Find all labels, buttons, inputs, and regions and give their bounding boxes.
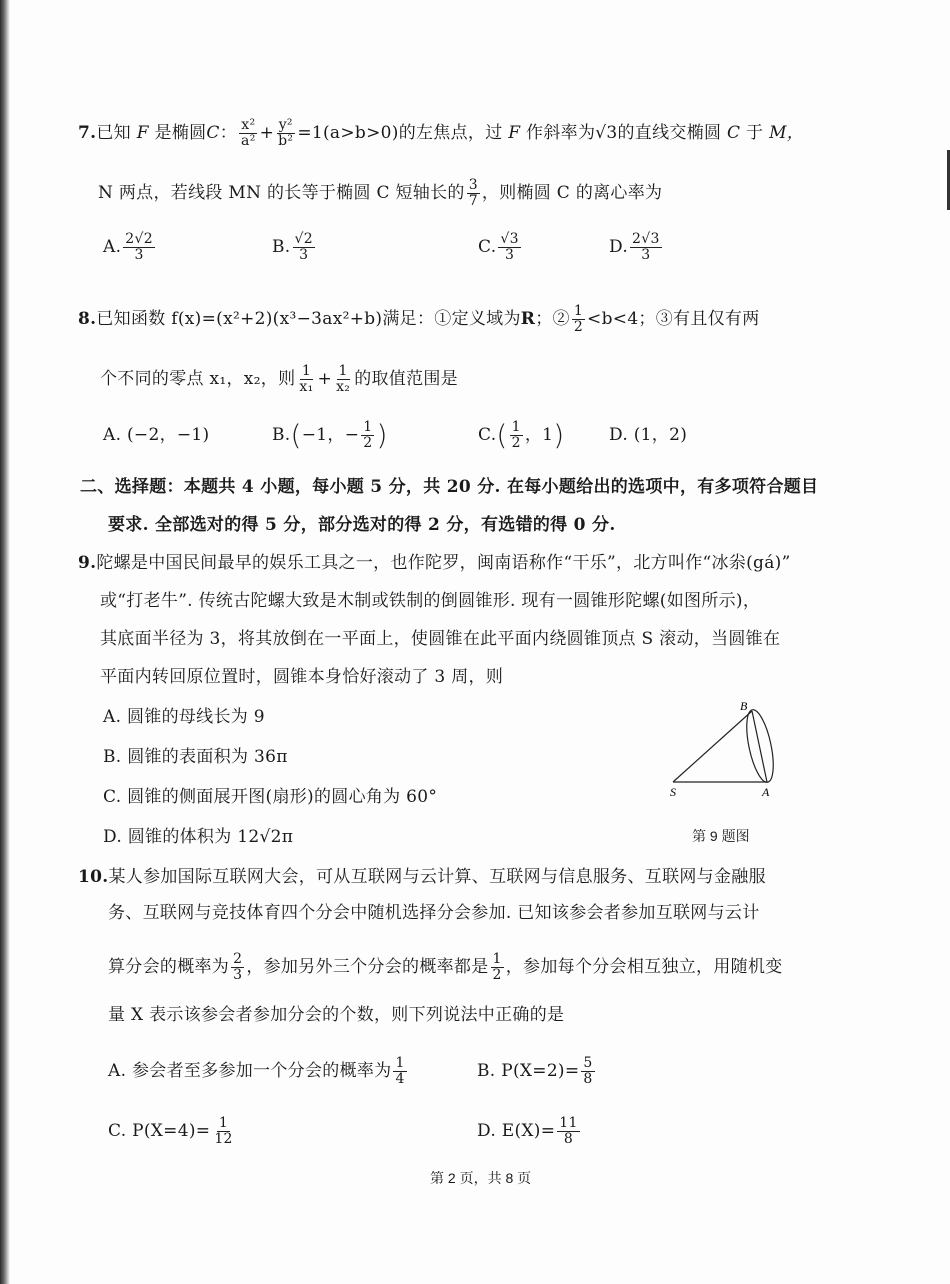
- q9-option-b: B. 圆锥的表面积为 36π: [103, 747, 288, 767]
- q7-frac-y: $\frac{\text{y²}}{\text{b²}}$: [278, 117, 294, 149]
- q8-option-b: B.(−1，− $\frac{1}{2}$ ): [272, 418, 388, 452]
- q9-line1: 9.陀螺是中国民间最早的娱乐工具之一，也作陀罗，闽南语称作“干乐”，北方叫作“冰尜(gá)”: [78, 553, 791, 573]
- q9-figure-caption: 第 9 题图: [692, 828, 750, 844]
- cone-label-s: S: [670, 785, 676, 799]
- cone-slant-line: [673, 711, 752, 782]
- scan-edge-shadow: [0, 0, 10, 1284]
- q7-option-a: A. $\frac{2√2}{3}$: [103, 231, 153, 263]
- page-footer: 第 2 页，共 8 页: [430, 1170, 532, 1186]
- q8-line1: 8.已知函数 f(x)=(x²+2)(x³−3ax²+b)满足：①定义域为R；② $\frac{1}{2}$ <b<4；③有且仅有两: [78, 303, 760, 335]
- q9-cone-figure: [660, 698, 790, 803]
- q10-line1: 10.某人参加国际互联网大会，可从互联网与云计算、互联网与信息服务、互联网与金融服: [78, 867, 766, 887]
- q10-line4: 量 X 表示该参会者参加分会的个数，则下列说法中正确的是: [108, 1005, 565, 1025]
- q8-option-c: C.( $\frac{1}{2}$ ，1): [478, 418, 565, 452]
- q9-option-a: A. 圆锥的母线长为 9: [103, 707, 265, 727]
- q7-option-b: B. $\frac{√2}{3}$: [272, 231, 313, 263]
- q7-option-c: C. $\frac{√3}{3}$: [478, 231, 519, 263]
- q7-frac-x: $\frac{\text{x²}}{\text{a²}}$: [241, 117, 256, 149]
- q7-line1: 7.已知 F 是椭圆C： $\frac{\text{x²}}{\text{a²}}$ + $\frac{\text{y²}}{\text{b²}}$ =1(a>b>0)的左焦点，过 F 作斜率为√3的直线交椭圆 C 于 M，: [78, 117, 805, 149]
- q10-option-c: C. P(X=4)= $\frac{1}{12}$: [108, 1115, 233, 1147]
- q7-option-d: D. $\frac{2√3}{3}$: [609, 231, 660, 263]
- q7-number: 7.: [78, 123, 97, 143]
- q8-line2: 个不同的零点 x₁，x₂，则 $\frac{1}{\text{x₁}}$ + $\frac{1}{\text{x₂}}$ 的取值范围是: [100, 363, 458, 395]
- q8-number: 8.: [78, 309, 97, 329]
- q7-line2: N 两点，若线段 MN 的长等于椭圆 C 短轴长的 $\frac{3}{7}$ ，则椭圆 C 的离心率为: [98, 177, 663, 209]
- q9-line3: 其底面半径为 3，将其放倒在一平面上，使圆锥在此平面内绕圆锥顶点 S 滚动，当圆锥在: [100, 629, 781, 649]
- section2-rules: 要求. 全部选对的得 5 分，部分选对的得 2 分，有选错的得 0 分.: [108, 515, 616, 535]
- q10-line2: 务、互联网与竞技体育四个分会中随机选择分会参加. 已知该参会者参加互联网与云计: [108, 903, 760, 923]
- cone-label-b: B: [740, 699, 748, 713]
- q8-option-a: A. (−2，−1): [103, 425, 210, 445]
- q10-option-d: D. E(X)= $\frac{11}{8}$: [477, 1115, 578, 1147]
- cone-diameter-line: [752, 711, 767, 782]
- q9-option-d: D. 圆锥的体积为 12√2π: [103, 827, 294, 847]
- q9-number: 9.: [78, 553, 97, 573]
- q8-option-d: D. (1，2): [609, 425, 688, 445]
- q10-option-b: B. P(X=2)= $\frac{5}{8}$: [477, 1055, 593, 1087]
- q9-line4: 平面内转回原位置时，圆锥本身恰好滚动了 3 周，则: [100, 667, 504, 687]
- q10-number: 10.: [78, 867, 109, 887]
- q9-option-c: C. 圆锥的侧面展开图(扇形)的圆心角为 60°: [103, 787, 438, 807]
- q10-option-a: A. 参会者至多参加一个分会的概率为 $\frac{1}{4}$: [108, 1055, 405, 1087]
- section2-heading: 二、选择题：本题共 4 小题，每小题 5 分，共 20 分. 在每小题给出的选项中，有多项符合题目: [80, 477, 819, 497]
- q7-frac-3-7: $\frac{3}{7}$: [468, 177, 478, 209]
- q10-line3: 算分会的概率为 $\frac{2}{3}$ ，参加另外三个分会的概率都是 $\frac{1}{2}$ ，参加每个分会相互独立，用随机变: [108, 951, 783, 983]
- q9-line2: 或“打老牛”. 传统古陀螺大致是木制或铁制的倒圆锥形. 现有一圆锥形陀螺(如图所示)，: [100, 591, 761, 611]
- cone-label-a: A: [762, 785, 770, 799]
